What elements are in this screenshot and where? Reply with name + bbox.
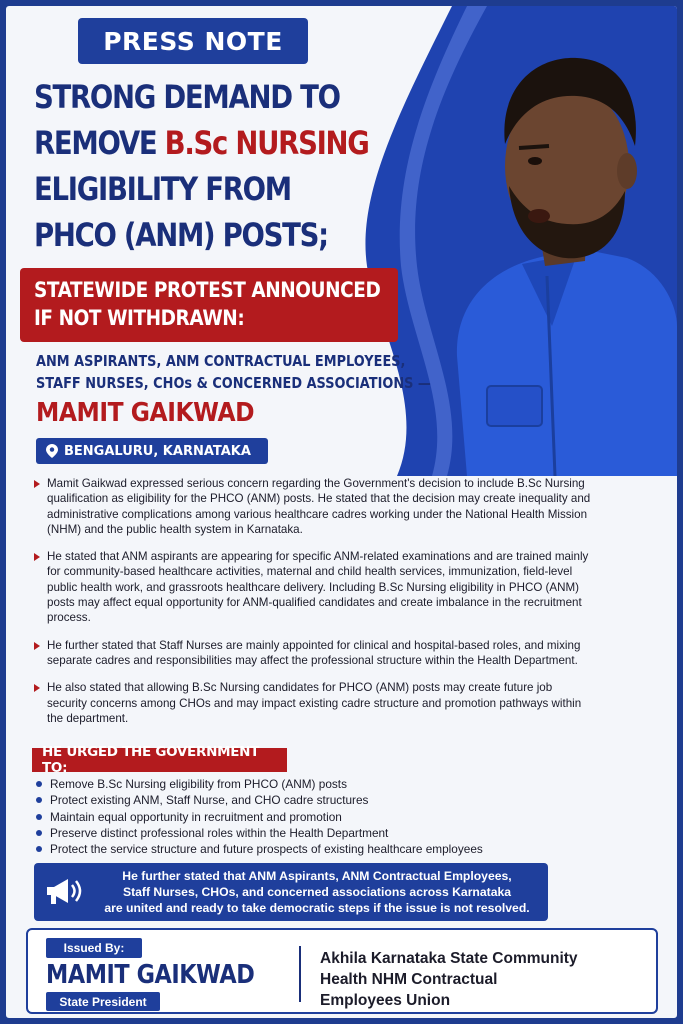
subtitle <box>36 350 446 394</box>
paragraph <box>34 549 594 625</box>
protest-banner <box>20 268 398 342</box>
headline-line-2 <box>34 120 378 166</box>
issuer-footer <box>26 928 658 1014</box>
list-item <box>36 792 556 808</box>
headline-line-1: STRONG DEMAND TO <box>34 78 340 116</box>
notice-line-2: Staff Nurses, CHOs, and concerned associations across Karnataka <box>122 885 512 899</box>
paragraph <box>34 476 594 537</box>
organization-name <box>320 948 620 1011</box>
bullet-triangle-icon <box>34 642 41 650</box>
demands-heading: HE URGED THE GOVERNMENT TO: <box>32 748 287 772</box>
bullet-dot-icon <box>36 846 42 852</box>
subtitle-line-2: STAFF NURSES, CHOs & CONCERNED ASSOCIATIONS — <box>36 374 431 392</box>
speaker-photo <box>427 26 677 476</box>
statement-paragraphs <box>34 476 594 738</box>
issuer-name: MAMIT GAIKWAD <box>46 960 255 990</box>
bullet-triangle-icon <box>34 480 41 488</box>
headline-line-4: PHCO (ANM) POSTS; <box>34 216 328 254</box>
bullet-dot-icon <box>36 781 42 787</box>
paragraph-text: Mamit Gaikwad expressed serious concern regarding the Government's decision to include B.Sc Nursing qualification as eligibility for the PHCO (ANM) posts. He stated that the decision may create inequality and administrative complications among various healthcare cadres working under the National Health Mission (NHM) and the public health system in Karnataka. <box>47 477 591 536</box>
bullet-dot-icon <box>36 814 42 820</box>
footer-divider <box>299 946 301 1002</box>
paragraph-text: He stated that ANM aspirants are appearing for specific ANM-related examinations and are trained mainly for community-based healthcare activities, maternal and child health services, immunization, field-level public health work, and grassroots healthcare delivery. Including B.Sc Nursing eligibility in PHCO (ANM) posts may affect equal opportunity for ANM-qualified candidates and create imbalance in the recruitment process. <box>47 550 589 625</box>
paragraph <box>34 680 594 726</box>
notice-text <box>94 868 548 916</box>
list-item-text: Protect existing ANM, Staff Nurse, and CHO cadre structures <box>50 793 369 808</box>
list-item <box>36 809 556 825</box>
headline-highlight: B.Sc NURSING <box>164 124 369 162</box>
location-text: BENGALURU, KARNATAKA <box>64 443 251 459</box>
organization-line-3: Employees Union <box>320 992 451 1009</box>
list-item <box>36 776 556 792</box>
bullet-dot-icon <box>36 797 42 803</box>
location-badge <box>36 438 268 464</box>
list-item-text: Protect the service structure and future prospects of existing healthcare employees <box>50 842 483 857</box>
list-item-text: Remove B.Sc Nursing eligibility from PHCO (ANM) posts <box>50 777 347 791</box>
protest-banner-line-1: STATEWIDE PROTEST ANNOUNCED <box>34 278 381 302</box>
press-note-badge: PRESS NOTE <box>78 18 308 64</box>
paragraph-text: He also stated that allowing B.Sc Nursing candidates for PHCO (ANM) posts may create future job security concerns among CHOs and may impact existing cadre structure and promotion pathways within the department. <box>47 681 582 725</box>
issuer-designation: State President <box>46 992 160 1011</box>
megaphone-icon <box>34 863 94 921</box>
bullet-triangle-icon <box>34 684 41 692</box>
headline-line-2-prefix: REMOVE <box>34 124 165 162</box>
bullet-dot-icon <box>36 830 42 836</box>
paragraph-text: He further stated that Staff Nurses are mainly appointed for clinical and hospital-based roles, and mixing separate cadres and responsibilities may affect the professional structure within the Health Department. <box>47 638 581 667</box>
issued-by-label: Issued By: <box>46 938 142 958</box>
notice-line-3: are united and ready to take democratic steps if the issue is not resolved. <box>104 901 530 915</box>
bullet-triangle-icon <box>34 553 41 561</box>
organization-line-1: Akhila Karnataka State Community <box>320 950 578 967</box>
organization-line-2: Health NHM Contractual <box>320 971 498 988</box>
location-pin-icon <box>46 444 58 458</box>
demands-list <box>36 776 556 857</box>
subtitle-line-1: ANM ASPIRANTS, ANM CONTRACTUAL EMPLOYEES, <box>36 352 406 370</box>
list-item-text: Maintain equal opportunity in recruitment and promotion <box>50 809 342 824</box>
list-item <box>36 825 556 841</box>
protest-banner-line-2: IF NOT WITHDRAWN: <box>34 306 245 330</box>
headline-line-3: ELIGIBILITY FROM <box>34 170 291 208</box>
paragraph <box>34 638 594 669</box>
unity-notice <box>34 863 548 921</box>
list-item-text: Preserve distinct professional roles within the Health Department <box>50 825 389 840</box>
list-item <box>36 841 556 857</box>
headline <box>34 74 378 258</box>
speaker-name: MAMIT GAIKWAD <box>36 398 255 428</box>
press-note-poster <box>6 6 677 1018</box>
notice-line-1: He further stated that ANM Aspirants, ANM Contractual Employees, <box>122 869 512 883</box>
